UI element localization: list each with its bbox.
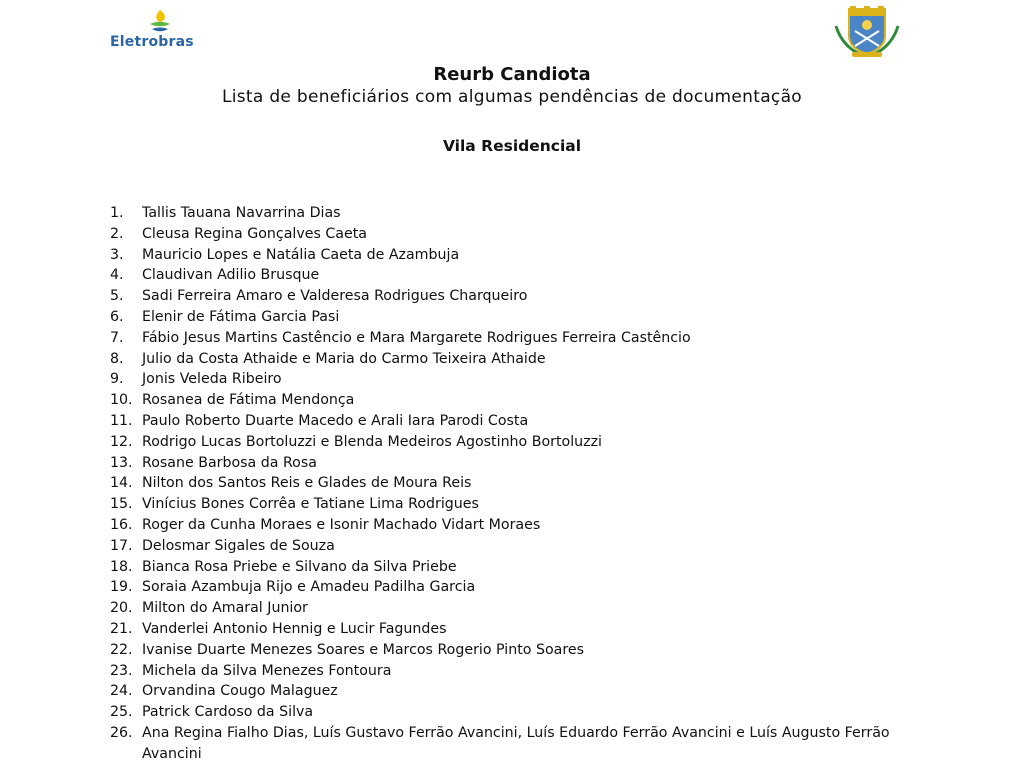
list-item-number: 24. xyxy=(110,683,133,700)
eletrobras-logo xyxy=(110,8,220,52)
list-item xyxy=(110,661,930,682)
municipal-crest-icon xyxy=(830,6,904,58)
list-item-name: Cleusa Regina Gonçalves Caeta xyxy=(142,225,367,242)
list-item xyxy=(110,473,930,494)
list-item-number: 25. xyxy=(110,704,133,721)
list-item-name: Claudivan Adilio Brusque xyxy=(142,267,320,284)
list-item-number: 15. xyxy=(110,496,133,513)
list-item xyxy=(110,224,930,245)
list-item-name: Roger da Cunha Moraes e Isonir Machado Vidart Moraes xyxy=(142,516,541,533)
eletrobras-logo-text: Eletrobras xyxy=(110,34,194,50)
list-item-number: 1. xyxy=(110,205,124,221)
beneficiary-list xyxy=(110,203,930,765)
list-item xyxy=(110,557,930,578)
list-item-number: 26. xyxy=(110,724,133,741)
list-item-number: 4. xyxy=(110,267,124,284)
list-item-name: Ana Regina Fialho Dias, Luís Gustavo Ferrão Avancini, Luís Eduardo Ferrão Avancini e Luís Augusto Ferrão Avancini xyxy=(142,724,890,762)
list-item xyxy=(110,723,930,765)
list-item-name: Tallis Tauana Navarrina Dias xyxy=(142,205,341,221)
list-item-number: 8. xyxy=(110,350,124,367)
list-item-name: Rodrigo Lucas Bortoluzzi e Blenda Medeiros Agostinho Bortoluzzi xyxy=(142,433,602,450)
list-item xyxy=(110,702,930,723)
list-item-name: Elenir de Fátima Garcia Pasi xyxy=(142,308,340,325)
list-item-number: 10. xyxy=(110,392,133,409)
list-item xyxy=(110,681,930,702)
list-item-name: Ivanise Duarte Menezes Soares e Marcos Rogerio Pinto Soares xyxy=(142,641,585,658)
list-item xyxy=(110,265,930,286)
list-item-name: Vanderlei Antonio Hennig e Lucir Fagundes xyxy=(142,620,447,637)
document-title: Reurb Candiota xyxy=(433,64,591,85)
section-heading: Vila Residencial xyxy=(442,137,582,155)
list-item xyxy=(110,203,930,224)
list-item-number: 16. xyxy=(110,516,133,533)
list-item-number: 11. xyxy=(110,412,133,429)
list-item-number: 12. xyxy=(110,433,133,450)
eletrobras-logo-icon xyxy=(146,8,174,36)
list-item-name: Rosane Barbosa da Rosa xyxy=(142,454,317,471)
list-item xyxy=(110,328,930,349)
list-item xyxy=(110,619,930,640)
list-item-number: 18. xyxy=(110,558,133,575)
list-item-name: Bianca Rosa Priebe e Silvano da Silva Priebe xyxy=(142,558,457,575)
list-item-name: Rosanea de Fátima Mendonça xyxy=(142,392,355,409)
list-item xyxy=(110,494,930,515)
list-item-name: Fábio Jesus Martins Castêncio e Mara Margarete Rodrigues Ferreira Castêncio xyxy=(142,329,691,346)
list-item-name: Orvandina Cougo Malaguez xyxy=(142,683,338,700)
list-item xyxy=(110,515,930,536)
list-item xyxy=(110,390,930,411)
list-item-number: 5. xyxy=(110,288,124,305)
list-item-name: Soraia Azambuja Rijo e Amadeu Padilha Garcia xyxy=(142,579,476,596)
list-item-number: 9. xyxy=(110,371,124,388)
list-item-number: 13. xyxy=(110,454,133,471)
list-item xyxy=(110,577,930,598)
list-item-number: 6. xyxy=(110,308,124,325)
list-item xyxy=(110,245,930,266)
list-item-number: 2. xyxy=(110,225,124,242)
list-item-name: Delosmar Sigales de Souza xyxy=(142,537,335,554)
list-item-name: Milton do Amaral Junior xyxy=(142,600,308,617)
list-item-number: 22. xyxy=(110,641,133,658)
list-item xyxy=(110,598,930,619)
list-item xyxy=(110,640,930,661)
list-item-number: 14. xyxy=(110,475,133,492)
list-item xyxy=(110,411,930,432)
list-item xyxy=(110,432,930,453)
list-item-number: 23. xyxy=(110,662,133,679)
list-item xyxy=(110,369,930,390)
list-item xyxy=(110,307,930,328)
list-item-name: Sadi Ferreira Amaro e Valderesa Rodrigues Charqueiro xyxy=(142,288,528,305)
list-item-name: Patrick Cardoso da Silva xyxy=(142,704,314,721)
list-item-number: 17. xyxy=(110,537,133,554)
list-item-name: Michela da Silva Menezes Fontoura xyxy=(142,662,392,679)
list-item xyxy=(110,349,930,370)
list-item-name: Julio da Costa Athaide e Maria do Carmo Teixeira Athaide xyxy=(142,350,546,367)
list-item-number: 19. xyxy=(110,579,133,596)
list-item-number: 20. xyxy=(110,600,133,617)
document-subtitle: Lista de beneficiários com algumas pendências de documentação xyxy=(221,87,802,107)
list-item-number: 21. xyxy=(110,620,133,637)
list-item xyxy=(110,453,930,474)
list-item-number: 3. xyxy=(110,246,124,263)
list-item xyxy=(110,536,930,557)
list-item xyxy=(110,286,930,307)
list-item-name: Paulo Roberto Duarte Macedo e Arali Iara Parodi Costa xyxy=(142,412,529,429)
list-item-name: Vinícius Bones Corrêa e Tatiane Lima Rodrigues xyxy=(142,496,479,513)
list-item-number: 7. xyxy=(110,329,124,346)
list-item-name: Mauricio Lopes e Natália Caeta de Azambuja xyxy=(142,246,460,263)
list-item-name: Jonis Veleda Ribeiro xyxy=(142,371,282,388)
list-item-name: Nilton dos Santos Reis e Glades de Moura Reis xyxy=(142,475,472,492)
